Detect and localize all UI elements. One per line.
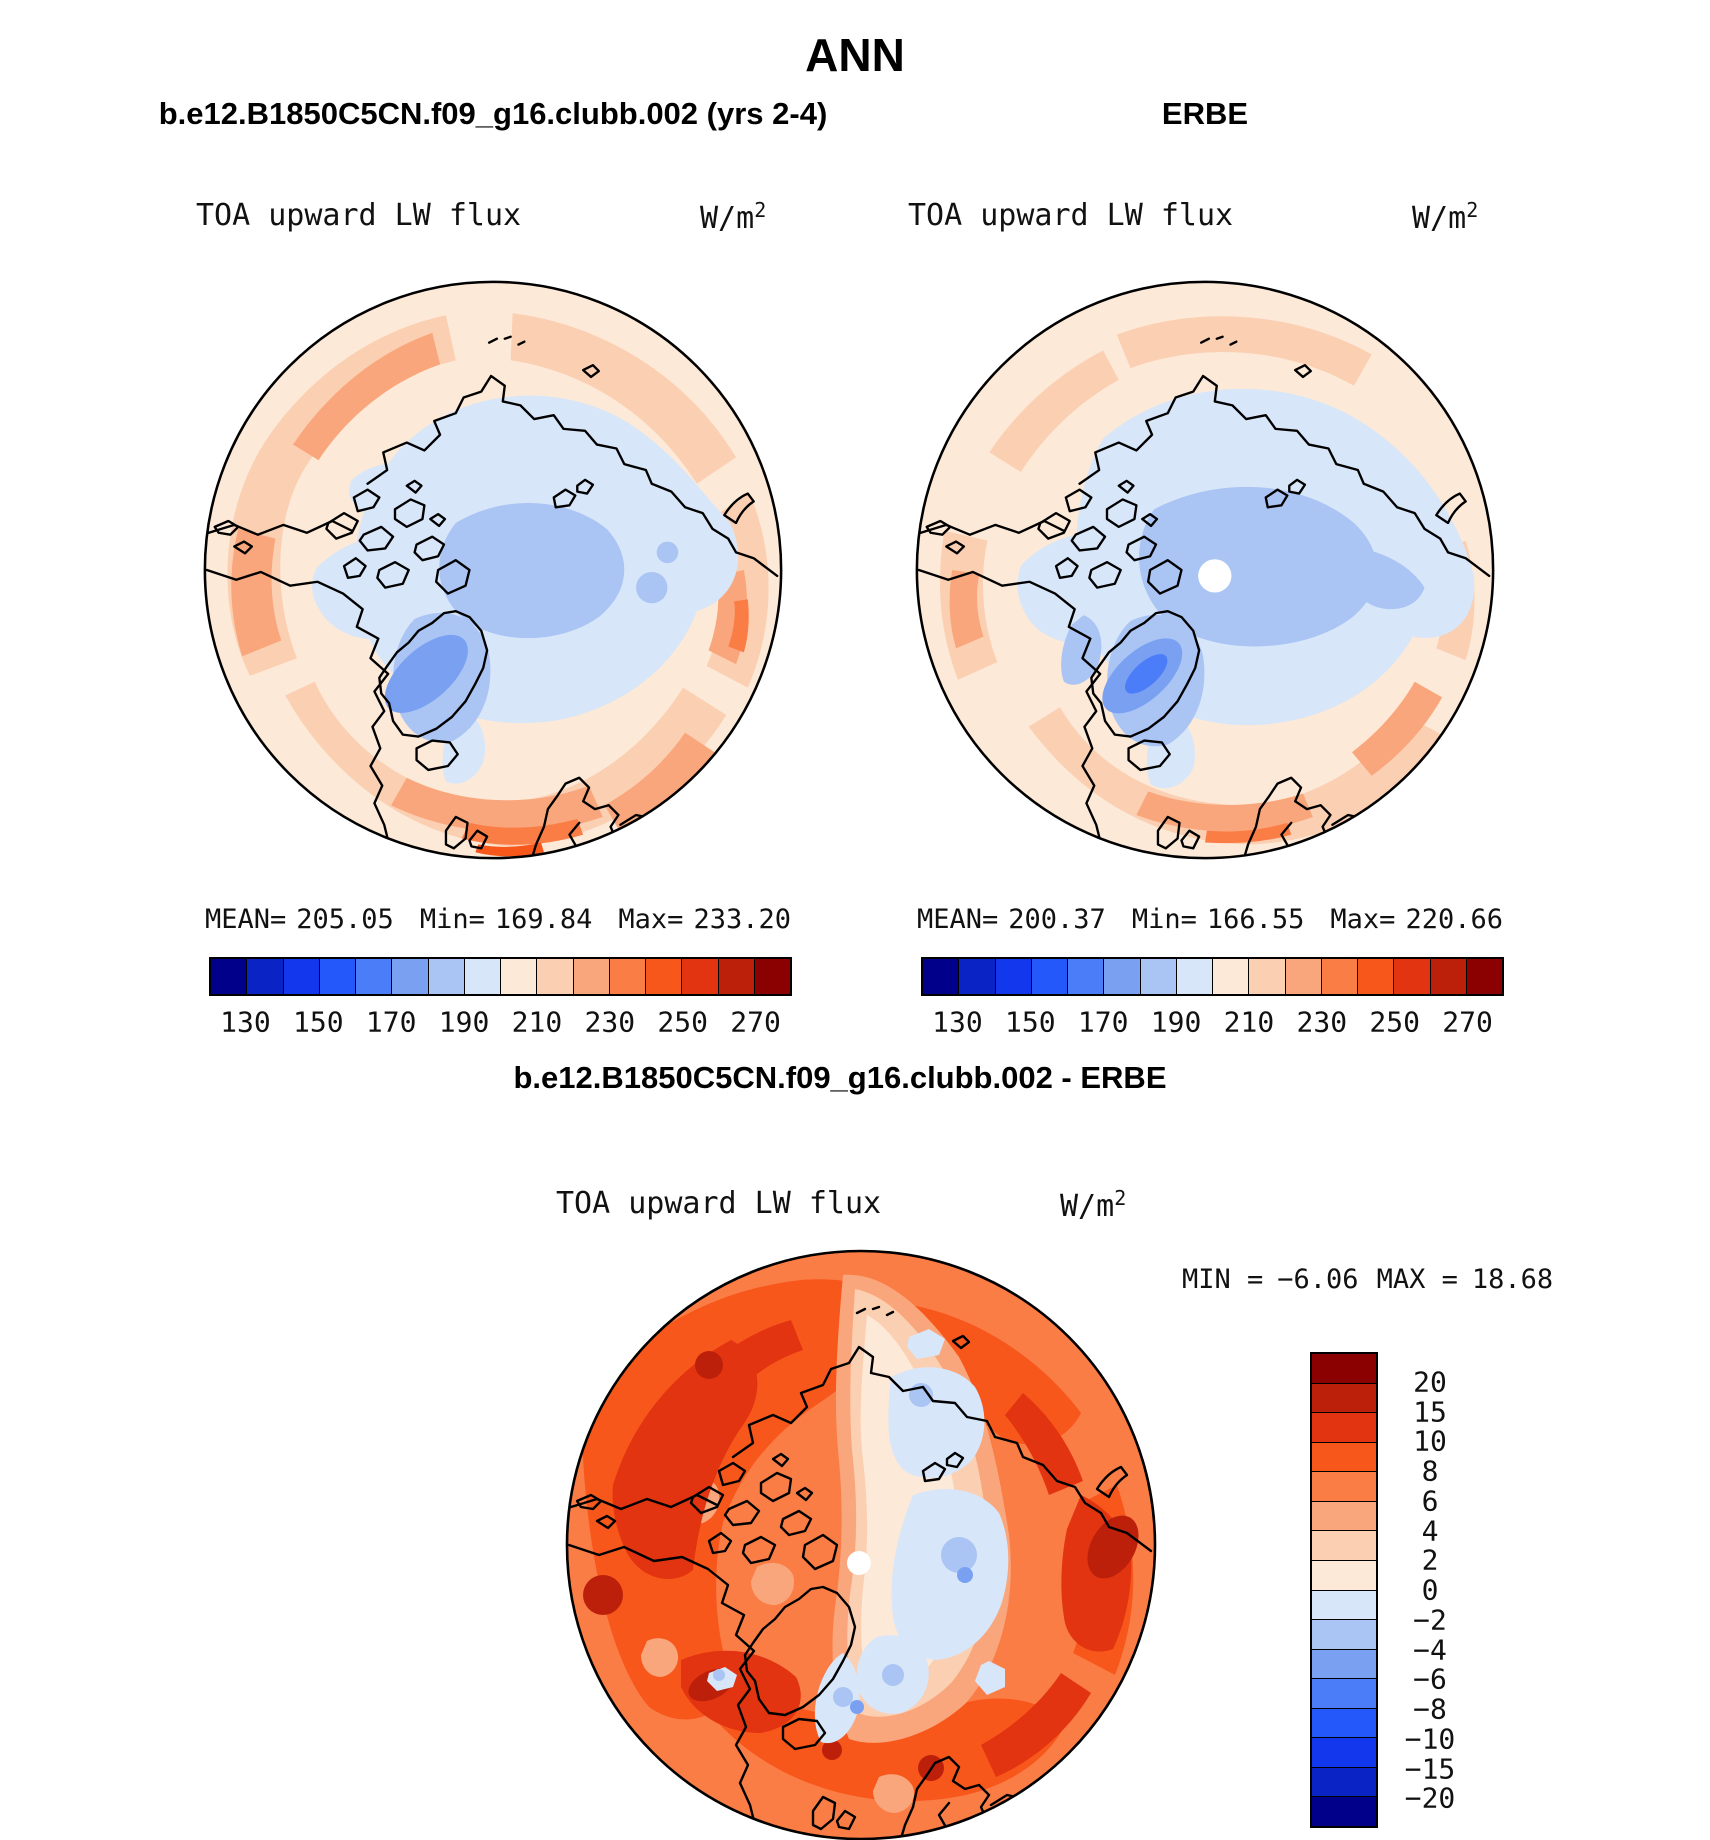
colorbar-segment xyxy=(1141,959,1177,994)
colorbar-segment xyxy=(537,959,573,994)
colorbar-segment xyxy=(1312,1768,1376,1798)
colorbar-tick-label: −6 xyxy=(1413,1662,1447,1696)
obs-units-label: $W/m^2$ xyxy=(1412,198,1479,236)
colorbar-segment xyxy=(501,959,537,994)
colorbar-segment xyxy=(574,959,610,994)
colorbar-tick-label: 8 xyxy=(1421,1454,1439,1488)
colorbar-segment xyxy=(1312,1650,1376,1680)
obs-field-label: TOA upward LW flux xyxy=(908,198,1234,233)
colorbar-segment xyxy=(1312,1384,1376,1414)
colorbar-tick-label: 0 xyxy=(1421,1573,1439,1607)
colorbar-tick-label: 250 xyxy=(1369,1005,1420,1039)
colorbar-tick-label: −15 xyxy=(1404,1752,1456,1785)
colorbar-segment xyxy=(1394,959,1430,994)
obs-map xyxy=(911,276,1499,864)
colorbar-tick-label: 270 xyxy=(730,1005,781,1039)
colorbar-segment xyxy=(755,959,790,994)
obs-stats: MEAN= 200.37 Min= 166.55 Max= 220.66 xyxy=(917,904,1503,935)
colorbar-segment xyxy=(211,959,247,994)
colorbar-segment xyxy=(996,959,1032,994)
model-field-label: TOA upward LW flux xyxy=(196,198,522,233)
colorbar-segment xyxy=(1312,1591,1376,1621)
colorbar-tick-label: 210 xyxy=(1223,1005,1275,1039)
colorbar-tick-label: 20 xyxy=(1413,1365,1447,1399)
colorbar-segment xyxy=(1312,1354,1376,1384)
colorbar-tick-label: −2 xyxy=(1413,1603,1447,1637)
colorbar-tick-label: 10 xyxy=(1413,1424,1447,1458)
model-stats: MEAN= 205.05 Min= 169.84 Max= 233.20 xyxy=(205,904,791,935)
colorbar-segment xyxy=(1312,1472,1376,1502)
colorbar-segment xyxy=(1249,959,1285,994)
colorbar-segment xyxy=(1312,1679,1376,1709)
colorbar-tick-label: 250 xyxy=(657,1005,708,1039)
colorbar-tick-label: −8 xyxy=(1413,1692,1447,1726)
colorbar-tick-label: 230 xyxy=(1296,1005,1348,1039)
colorbar-tick-label: 4 xyxy=(1421,1514,1439,1547)
colorbar-tick-label: 190 xyxy=(1150,1005,1202,1039)
colorbar-segment xyxy=(1213,959,1249,994)
colorbar-segment xyxy=(1312,1620,1376,1650)
colorbar-segment xyxy=(356,959,392,994)
model-map xyxy=(199,276,787,864)
obs-title: ERBE xyxy=(1161,96,1249,131)
colorbar-tick-label: 270 xyxy=(1442,1005,1493,1039)
obs-colorbar xyxy=(921,957,1504,996)
colorbar-segment xyxy=(1312,1709,1376,1739)
colorbar-tick-label: −4 xyxy=(1413,1633,1447,1666)
colorbar-tick-label: 210 xyxy=(511,1005,563,1039)
colorbar-segment xyxy=(1431,959,1467,994)
colorbar-segment xyxy=(1358,959,1394,994)
figure-title: ANN xyxy=(805,29,905,81)
model-colorbar-ticks xyxy=(209,1005,792,1039)
colorbar-segment xyxy=(1312,1502,1376,1532)
colorbar-segment xyxy=(959,959,995,994)
colorbar-segment xyxy=(1312,1443,1376,1473)
colorbar-segment xyxy=(284,959,320,994)
model-title: b.e12.B1850C5CN.f09_g16.clubb.002 (yrs 2-4) xyxy=(158,96,828,131)
polar-data-hole xyxy=(1198,559,1231,592)
colorbar-segment xyxy=(1312,1561,1376,1591)
diff-field-label: TOA upward LW flux xyxy=(556,1186,882,1221)
colorbar-segment xyxy=(1177,959,1213,994)
colorbar-tick-label: 2 xyxy=(1421,1543,1439,1577)
colorbar-segment xyxy=(646,959,682,994)
colorbar-segment xyxy=(719,959,755,994)
colorbar-tick-label: −20 xyxy=(1404,1781,1456,1815)
colorbar-tick-label: −10 xyxy=(1404,1722,1456,1756)
colorbar-segment xyxy=(392,959,428,994)
colorbar-tick-label: 130 xyxy=(932,1005,983,1039)
colorbar-segment xyxy=(247,959,283,994)
diff-units-label: $W/m^2$ xyxy=(1060,1186,1127,1224)
colorbar-tick-label: 150 xyxy=(1005,1005,1056,1039)
colorbar-segment xyxy=(682,959,718,994)
colorbar-tick-label: 15 xyxy=(1413,1395,1447,1428)
colorbar-segment xyxy=(1286,959,1322,994)
diff-colorbar xyxy=(1310,1352,1378,1828)
colorbar-segment xyxy=(465,959,501,994)
diff-map xyxy=(561,1245,1161,1840)
colorbar-segment xyxy=(610,959,646,994)
diff-minmax: MIN = −6.06 MAX = 18.68 xyxy=(1182,1264,1554,1295)
colorbar-tick-label: 150 xyxy=(293,1005,344,1039)
model-colorbar xyxy=(209,957,792,996)
colorbar-tick-label: 170 xyxy=(1077,1005,1129,1039)
colorbar-tick-label: 170 xyxy=(365,1005,417,1039)
obs-colorbar-ticks xyxy=(921,1005,1504,1039)
colorbar-segment xyxy=(1104,959,1140,994)
colorbar-segment xyxy=(1032,959,1068,994)
colorbar-segment xyxy=(1467,959,1502,994)
colorbar-segment xyxy=(1068,959,1104,994)
colorbar-segment xyxy=(1312,1738,1376,1768)
colorbar-segment xyxy=(429,959,465,994)
colorbar-segment xyxy=(320,959,356,994)
colorbar-segment xyxy=(1312,1413,1376,1443)
colorbar-tick-label: 190 xyxy=(438,1005,490,1039)
colorbar-segment xyxy=(1322,959,1358,994)
colorbar-segment xyxy=(1312,1797,1376,1826)
colorbar-segment xyxy=(923,959,959,994)
polar-data-hole xyxy=(847,1551,871,1575)
diff-title: b.e12.B1850C5CN.f09_g16.clubb.002 - ERBE xyxy=(513,1060,1167,1095)
diff-colorbar-ticks xyxy=(1384,1352,1476,1828)
colorbar-segment xyxy=(1312,1531,1376,1561)
model-units-label: $W/m^2$ xyxy=(700,198,767,236)
colorbar-tick-label: 230 xyxy=(584,1005,636,1039)
colorbar-tick-label: 6 xyxy=(1421,1484,1439,1518)
colorbar-tick-label: 130 xyxy=(220,1005,271,1039)
